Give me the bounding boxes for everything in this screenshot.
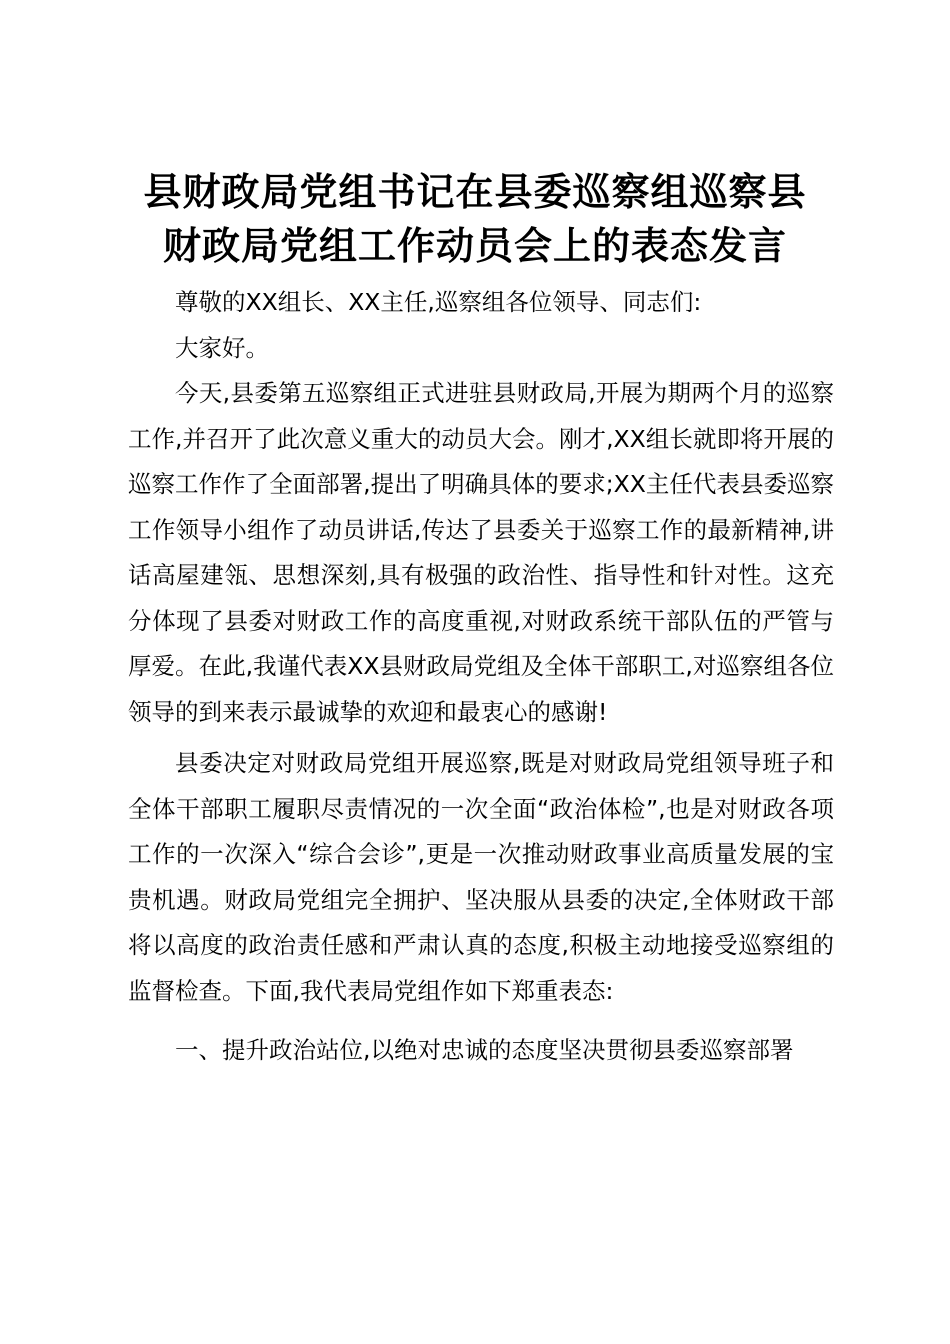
document-title: [110, 165, 840, 273]
greeting: 大家好。: [175, 333, 269, 362]
document-body: [128, 280, 834, 1074]
section-1-heading: 一、提升政治站位,以绝对忠诚的态度坚决贯彻县委巡察部署: [175, 1036, 794, 1064]
salutation: 尊敬的XX组长、XX主任,巡察组各位领导、同志们:: [175, 288, 702, 316]
title-line-2: 财政局党组工作动员会上的表态发言: [162, 223, 787, 268]
paragraph-1: 今天,县委第五巡察组正式进驻县财政局,开展为期两个月的巡察工作,并召开了此次意义重大的动员大会。刚才,XX组长就即将开展的巡察工作作了全面部署,提出了明确具体的要求;XX主任代表县委巡察工作领导小组作了动员讲话,传达了县委关于巡察工作的最新精神,讲话高屋建瓴、思想深刻,具有极强的政治性、指导性和针对性。这充分体现了县委对财政工作的高度重视,对财政系统干部队伍的严管与厚爱。在此,我谨代表XX县财政局党组及全体干部职工,对巡察组各位领导的到来表示最诚挚的欢迎和最衷心的感谢!: [128, 379, 834, 726]
paragraph-2: 县委决定对财政局党组开展巡察,既是对财政局党组领导班子和全体干部职工履职尽责情况的一次全面“政治体检”,也是对财政各项工作的一次深入“综合会诊”,更是一次推动财政事业高质量发展的宝贵机遇。财政局党组完全拥护、坚决服从县委的决定,全体财政干部将以高度的政治责任感和严肃认真的态度,积极主动地接受巡察组的监督检查。下面,我代表局党组作如下郑重表态:: [128, 749, 834, 1005]
title-line-1: 县财政局党组书记在县委巡察组巡察县: [143, 169, 807, 214]
